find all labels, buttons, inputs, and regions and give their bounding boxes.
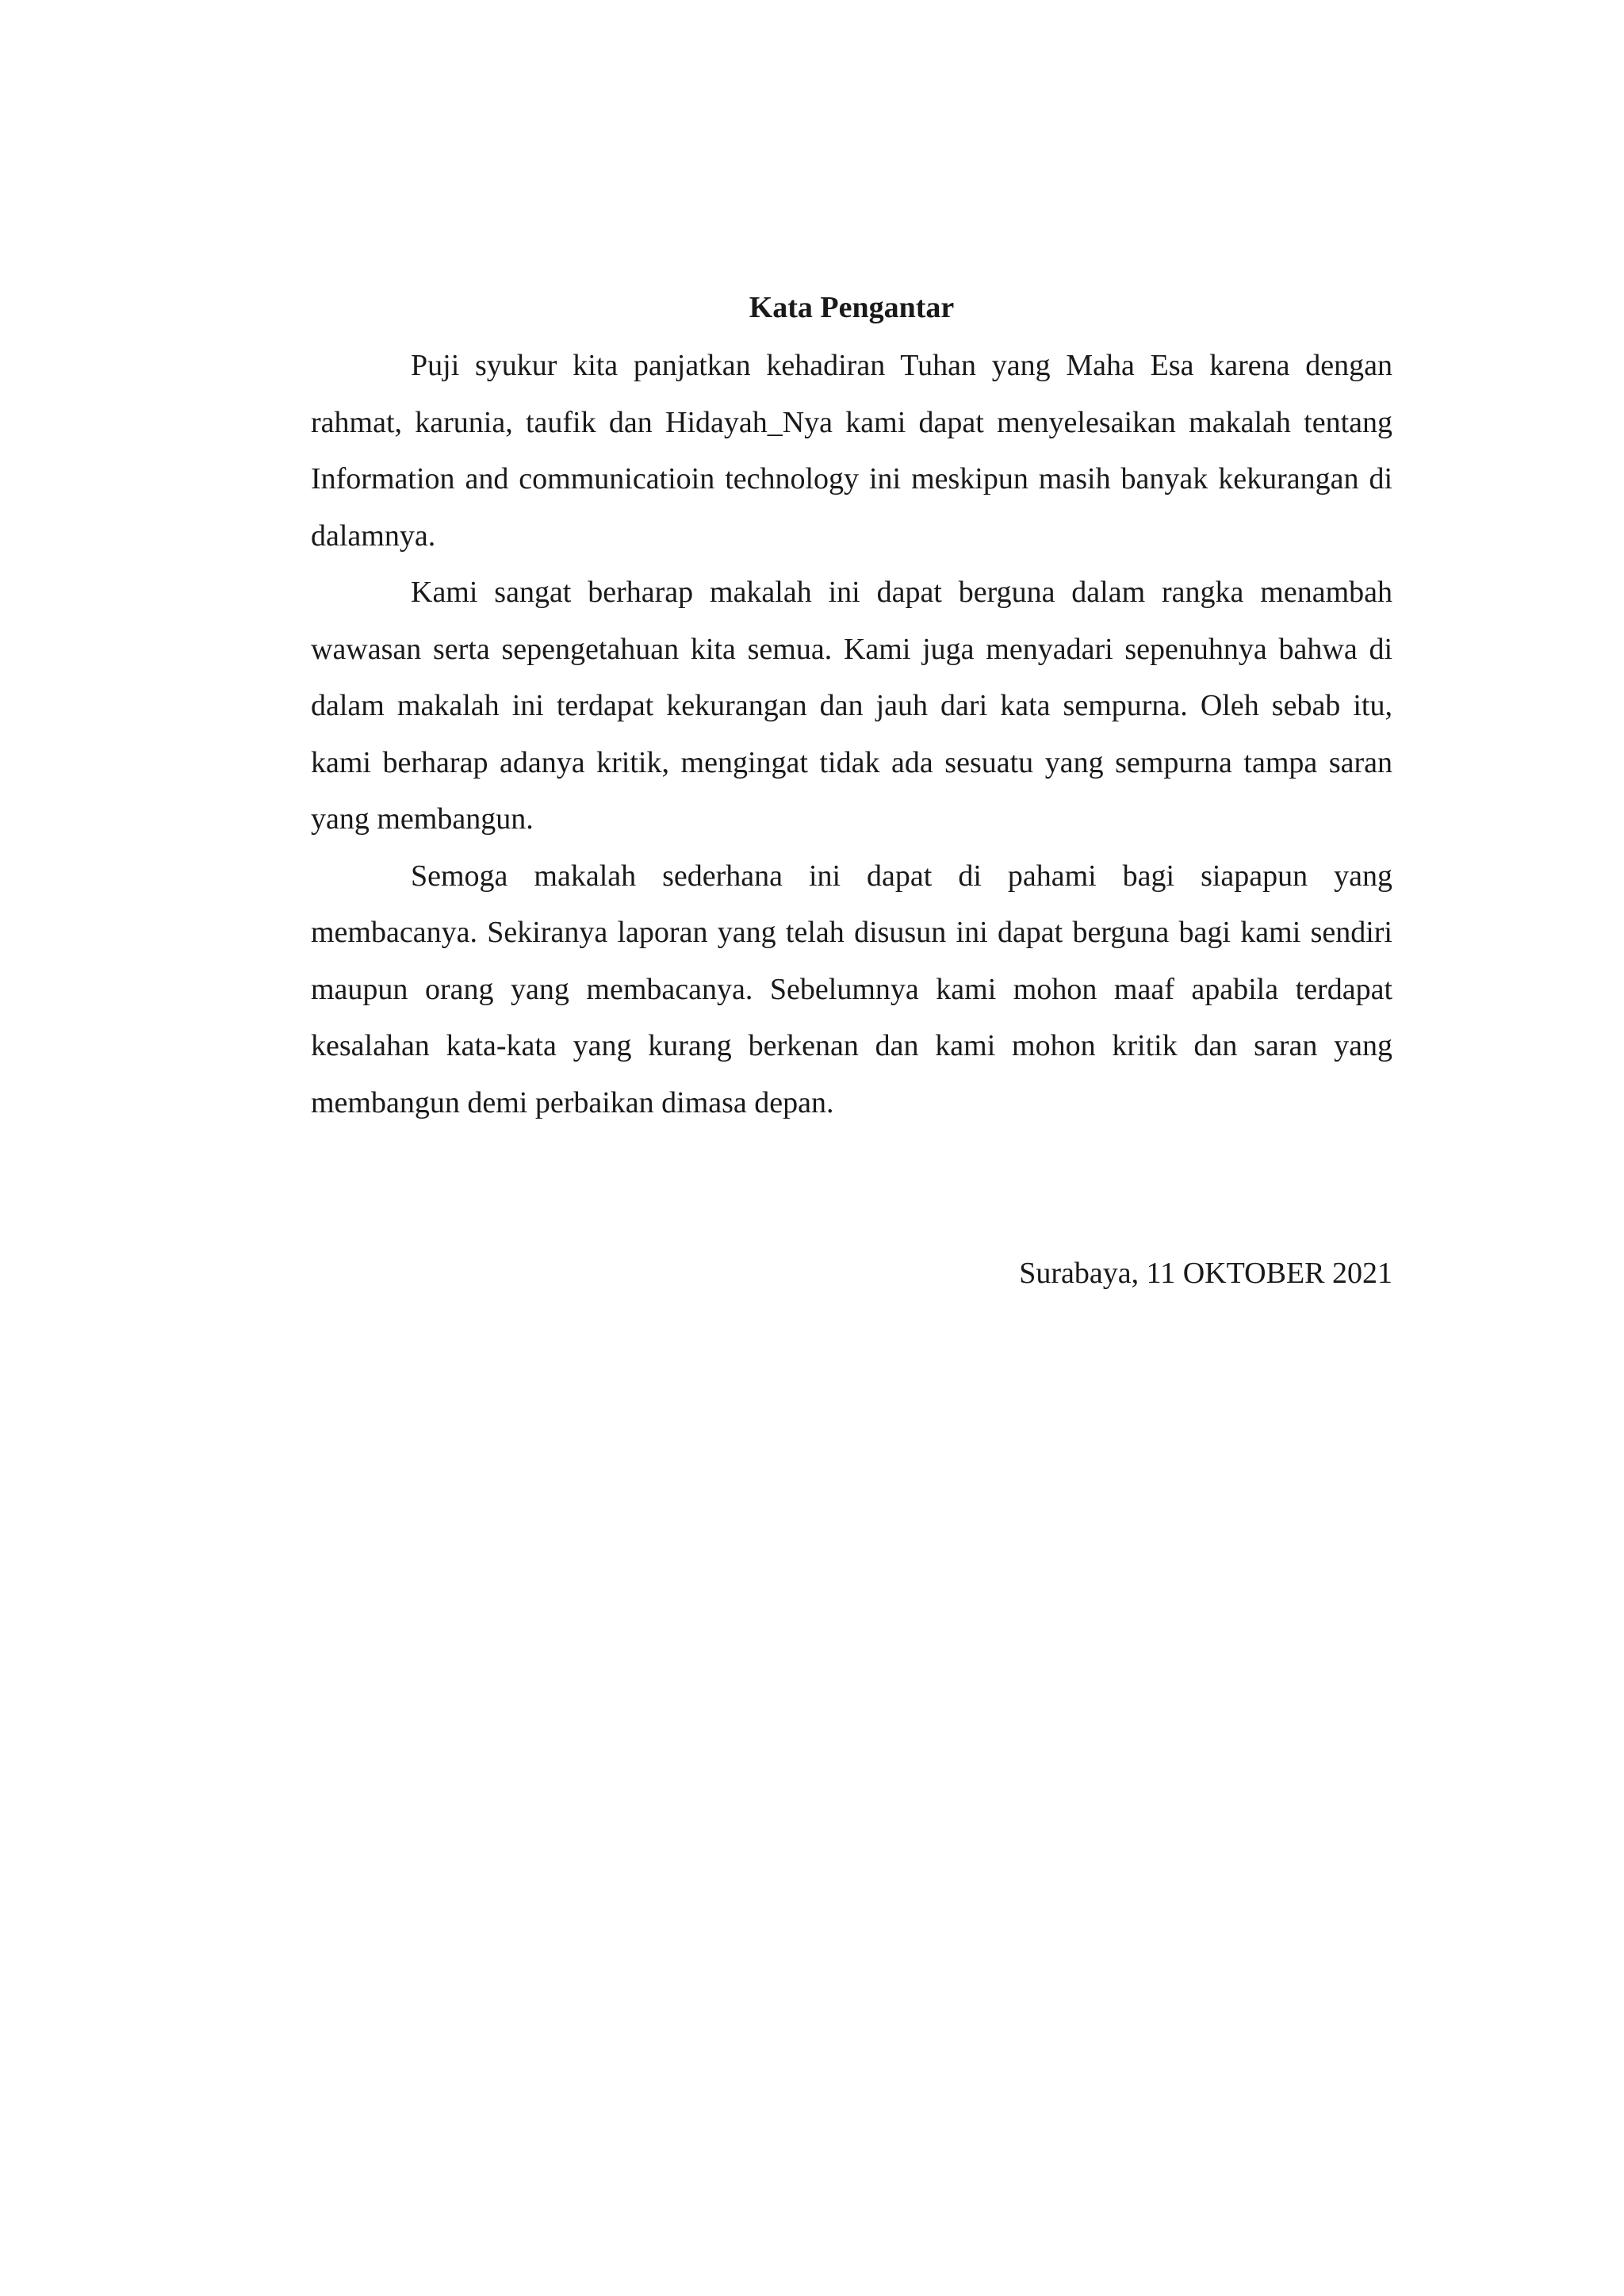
page-title: Kata Pengantar bbox=[749, 291, 955, 324]
paragraph-3: Semoga makalah sederhana ini dapat di pahami bagi siapapun yang membacanya. Sekiranya laporan yang telah disusun ini dapat berguna bagi kami sendiri maupun orang yang membacanya. Sebelumnya kami mohon maaf apabila terdapat kesalahan kata-kata yang kurang berkenan dan kami mohon kritik dan saran yang membangun demi perbaikan dimasa depan. bbox=[311, 859, 1392, 1119]
document-body bbox=[311, 287, 1392, 1131]
paragraph-1: Puji syukur kita panjatkan kehadiran Tuhan yang Maha Esa karena dengan rahmat, karunia, taufik dan Hidayah_Nya kami dapat menyelesaikan makalah tentang Information and communicatioin technology ini meskipun masih banyak kekurangan di dalamnya. bbox=[311, 349, 1392, 553]
place-date-signature: Surabaya, 11 OKTOBER 2021 bbox=[1019, 1257, 1392, 1290]
paragraph-2: Kami sangat berharap makalah ini dapat berguna dalam rangka menambah wawasan serta sepengetahuan kita semua. Kami juga menyadari sepenuhnya bahwa di dalam makalah ini terdapat kekurangan dan jauh dari kata sempurna. Oleh sebab itu, kami berharap adanya kritik, mengingat tidak ada sesuatu yang sempurna tampa saran yang membangun. bbox=[311, 576, 1392, 836]
